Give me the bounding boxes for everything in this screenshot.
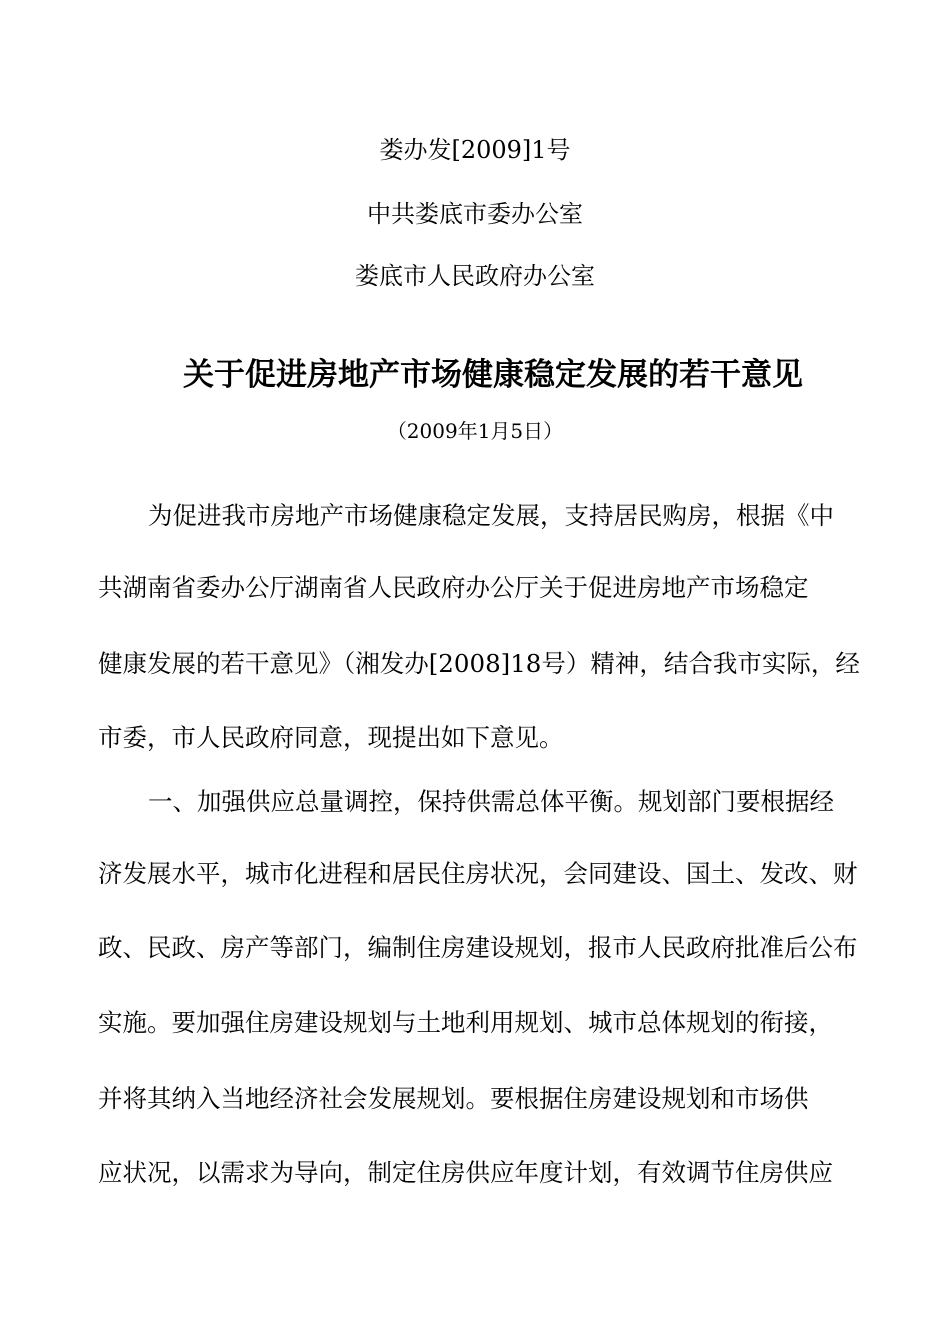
- body-text-line: 市委，市人民政府同意，现提出如下意见。: [98, 723, 564, 752]
- body-text-line: 健康发展的若干意见》（湘发办[2008]18号）精神，结合我市实际，经: [98, 649, 860, 678]
- document-number: 娄办发[2009]1号: [379, 136, 571, 164]
- body-text-line: 为促进我市房地产市场健康稳定发展，支持居民购房，根据《中: [148, 501, 834, 530]
- issuing-office-government: 娄底市人民政府办公室: [355, 262, 595, 290]
- body-text-line: 并将其纳入当地经济社会发展规划。要根据住房建设规划和市场供: [98, 1084, 809, 1113]
- body-text-line: 一、加强供应总量调控，保持供需总体平衡。规划部门要根据经: [148, 787, 834, 816]
- document-title: 关于促进房地产市场健康稳定发展的若干意见: [183, 357, 803, 393]
- body-text-line: 实施。要加强住房建设规划与土地利用规划、城市总体规划的衔接，: [98, 1008, 833, 1037]
- body-text-line: 应状况，以需求为导向，制定住房供应年度计划，有效调节住房供应: [98, 1158, 833, 1187]
- body-text-line: 济发展水平，城市化进程和居民住房状况，会同建设、国土、发改、财: [98, 859, 858, 888]
- body-text-line: 共湖南省委办公厅湖南省人民政府办公厅关于促进房地产市场稳定: [98, 573, 809, 602]
- document-date: （2009年1月5日）: [386, 419, 564, 443]
- body-text-line: 政、民政、房产等部门，编制住房建设规划，报市人民政府批准后公布: [98, 933, 858, 962]
- issuing-office-party: 中共娄底市委办公室: [367, 200, 583, 228]
